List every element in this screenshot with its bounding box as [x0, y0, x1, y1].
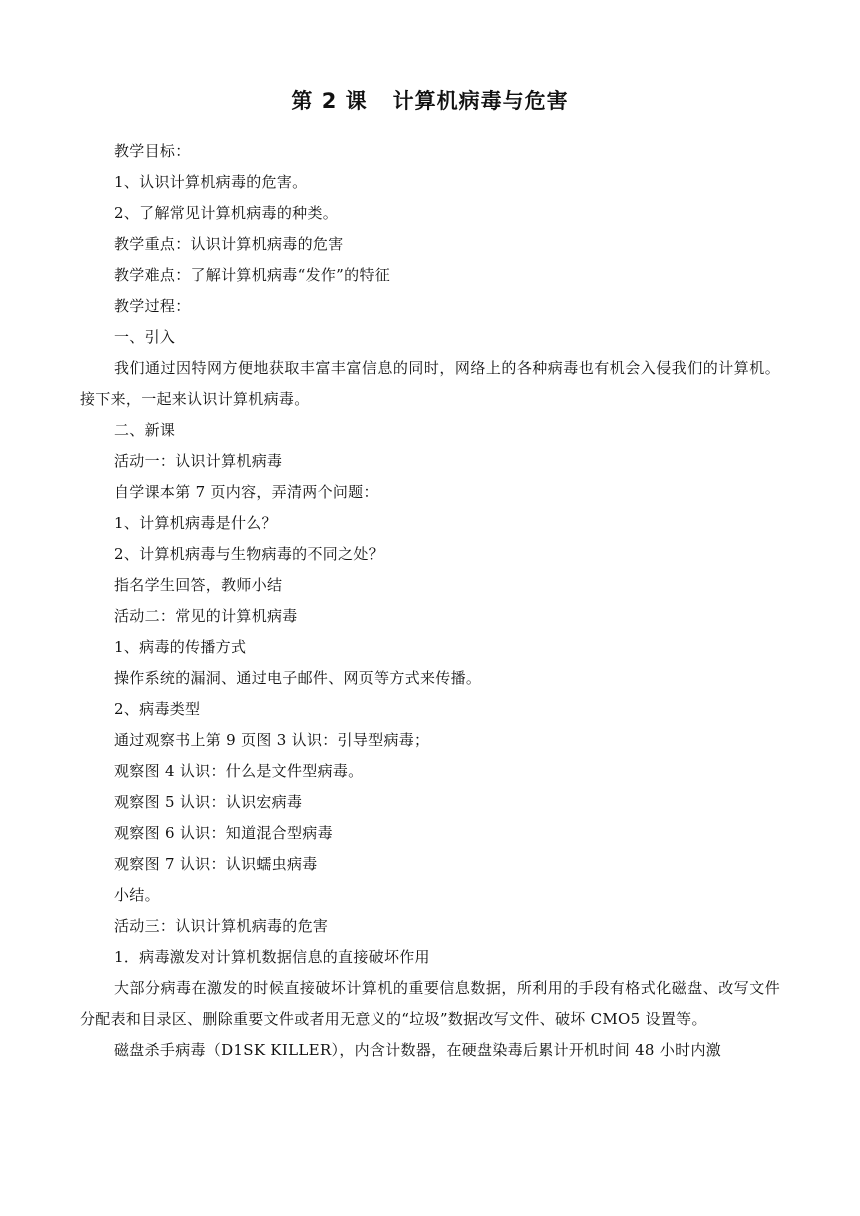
paragraph-summary-2: 小结。 [114, 886, 160, 904]
paragraph-spread-heading: 1、病毒的传播方式 [114, 638, 247, 656]
paragraph-figure-7: 观察图 7 认识：认识蠕虫病毒 [114, 855, 318, 873]
paragraph-new-lesson-heading: 二、新课 [114, 421, 176, 439]
paragraph-intro-heading: 一、引入 [114, 328, 176, 346]
paragraph-types-heading: 2、病毒类型 [114, 700, 201, 718]
paragraph-activity-2: 活动二：常见的计算机病毒 [114, 607, 298, 625]
paragraph-process-heading: 教学过程： [114, 297, 191, 315]
paragraph-spread-text: 操作系统的漏洞、通过电子邮件、网页等方式来传播。 [114, 669, 482, 687]
paragraph-harm-1-text: 大部分病毒在激发的时候直接破坏计算机的重要信息数据，所利用的手段有格式化磁盘、改写文件分配表和目录区、删除重要文件或者用无意义的“垃圾”数据改写文件、破坏 CMO5 设置等。 [80, 979, 780, 1028]
paragraph-goal-1: 1、认识计算机病毒的危害。 [114, 173, 308, 191]
paragraph-figure-4: 观察图 4 认识：什么是文件型病毒。 [114, 762, 364, 780]
paragraph-question-1: 1、计算机病毒是什么？ [114, 514, 277, 532]
paragraph-figure-5: 观察图 5 认识：认识宏病毒 [114, 793, 303, 811]
paragraph-figure-6: 观察图 6 认识：知道混合型病毒 [114, 824, 333, 842]
document-body [80, 136, 780, 1066]
paragraph-harm-1-heading: 1．病毒激发对计算机数据信息的直接破坏作用 [114, 948, 430, 966]
paragraph-teaching-goals-heading: 教学目标： [114, 142, 191, 160]
paragraph-goal-2: 2、了解常见计算机病毒的种类。 [114, 204, 339, 222]
paragraph-figure-3: 通过观察书上第 9 页图 3 认识：引导型病毒； [114, 731, 430, 749]
page-title: 第 2 课 计算机病毒与危害 [291, 89, 569, 113]
paragraph-activity-3: 活动三：认识计算机病毒的危害 [114, 917, 329, 935]
paragraph-activity-1: 活动一：认识计算机病毒 [114, 452, 283, 470]
paragraph-key-point: 教学重点：认识计算机病毒的危害 [114, 235, 344, 253]
paragraph-question-2: 2、计算机病毒与生物病毒的不同之处？ [114, 545, 384, 563]
paragraph-disk-killer: 磁盘杀手病毒（D1SK KILLER），内含计数器，在硬盘染毒后累计开机时间 48 小时内激 [114, 1041, 722, 1059]
paragraph-difficulty: 教学难点：了解计算机病毒“发作”的特征 [114, 266, 391, 284]
paragraph-self-study: 自学课本第 7 页内容，弄清两个问题： [114, 483, 379, 501]
paragraph-summary-1: 指名学生回答，教师小结 [114, 576, 283, 594]
paragraph-intro-text: 我们通过因特网方便地获取丰富丰富信息的同时，网络上的各种病毒也有机会入侵我们的计算机。接下来，一起来认识计算机病毒。 [80, 359, 780, 408]
